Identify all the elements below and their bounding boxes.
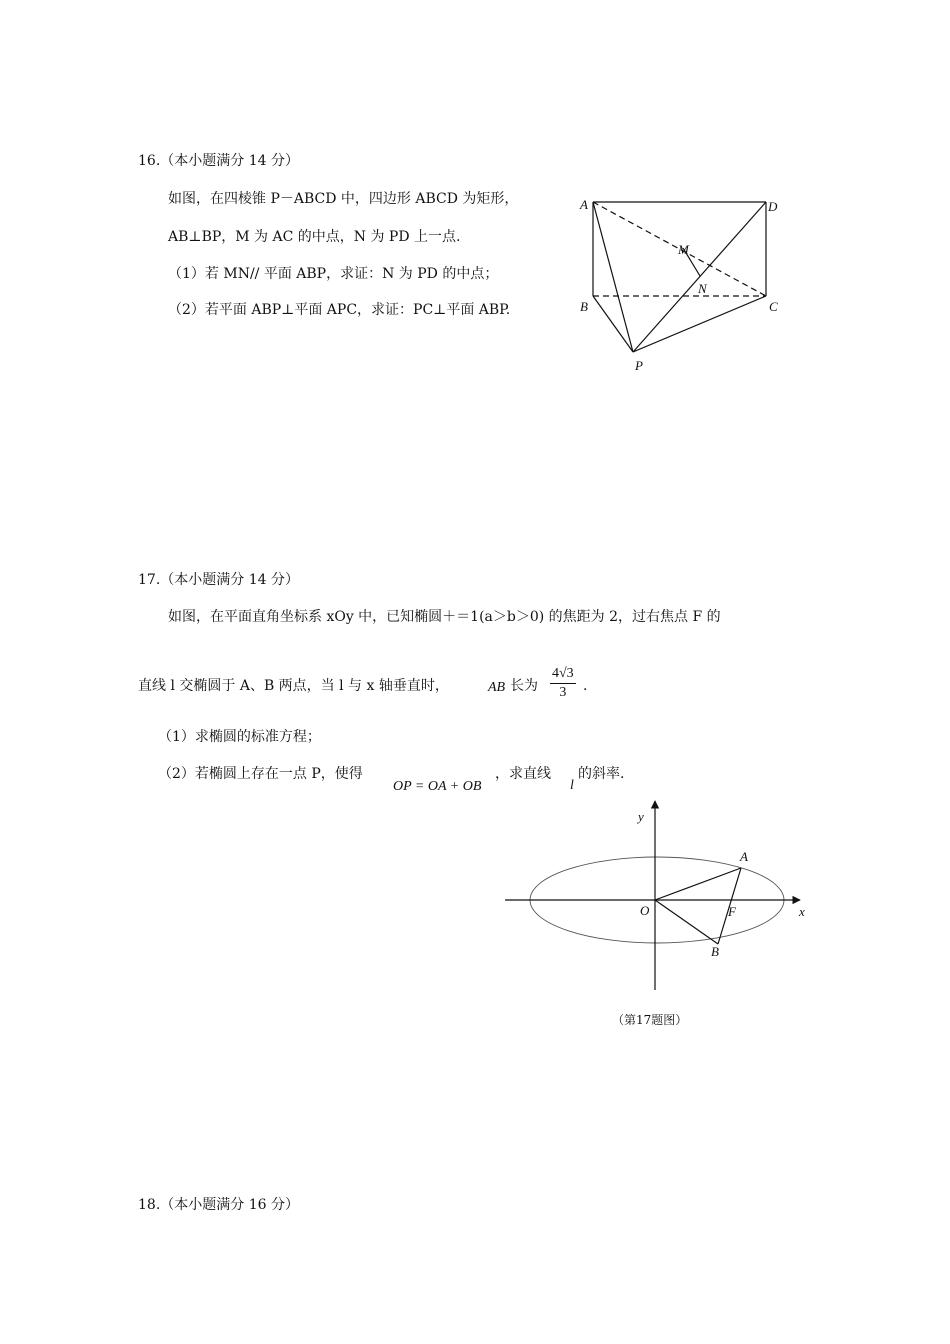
fraction-numerator: 4√3 xyxy=(550,665,576,684)
label-N: N xyxy=(698,281,707,296)
label-A2: A xyxy=(740,849,748,864)
q17-long-for: 长为 xyxy=(510,678,538,694)
q17-period: . xyxy=(583,678,588,694)
label-O: O xyxy=(640,903,650,918)
label-F: F xyxy=(728,904,736,919)
q17-ab-fraction xyxy=(550,665,576,702)
q16-part2: （2）若平面 ABP⊥平面 APC，求证：PC⊥平面 ABP. xyxy=(168,302,511,318)
q17-line2 xyxy=(138,676,449,696)
q17-part2-c: 的斜率. xyxy=(578,766,625,782)
q17-ellipse-figure xyxy=(500,795,820,1000)
q16-part1: （1）若 MN// 平面 ABP，求证：N 为 PD 的中点； xyxy=(168,266,499,282)
q17-vector-eq: OP = OA + OB xyxy=(393,779,482,794)
q16-pyramid-figure xyxy=(570,190,800,380)
q16-line2: AB⊥BP，M 为 AC 的中点，N 为 PD 上一点. xyxy=(168,229,461,245)
label-C: C xyxy=(769,299,778,314)
label-A: A xyxy=(580,197,588,212)
label-P: P xyxy=(635,358,643,373)
q17-ab-label: AB xyxy=(488,680,506,695)
q17-part2-a: （2）若椭圆上存在一点 P，使得 xyxy=(158,766,363,782)
q17-heading: 17.（本小题满分 14 分） xyxy=(138,572,299,588)
label-y: y xyxy=(638,809,644,824)
label-D: D xyxy=(768,199,778,214)
q16-heading: 16.（本小题满分 14 分） xyxy=(138,153,299,169)
q17-line2-text: 直线 l 交椭圆于 A、B 两点，当 l 与 x 轴垂直时， xyxy=(138,678,449,694)
q17-line1: 如图，在平面直角坐标系 xOy 中，已知椭圆＋＝1(a＞b＞0) 的焦距为 2，过右焦点 F 的 xyxy=(168,609,721,625)
q17-part1: （1）求椭圆的标准方程； xyxy=(158,729,321,745)
label-M: M xyxy=(678,242,689,257)
q16-line1: 如图，在四棱锥 P－ABCD 中，四边形 ABCD 为矩形， xyxy=(168,191,519,207)
q17-line-l: l xyxy=(570,778,574,793)
label-B: B xyxy=(580,299,588,314)
q18-heading: 18.（本小题满分 16 分） xyxy=(138,1197,299,1213)
q17-figure-caption: （第17题图） xyxy=(612,1013,688,1027)
label-B2: B xyxy=(711,944,719,959)
q17-part2-b: ，求直线 xyxy=(495,766,551,782)
fraction-denominator: 3 xyxy=(559,685,567,700)
label-x: x xyxy=(799,904,805,919)
